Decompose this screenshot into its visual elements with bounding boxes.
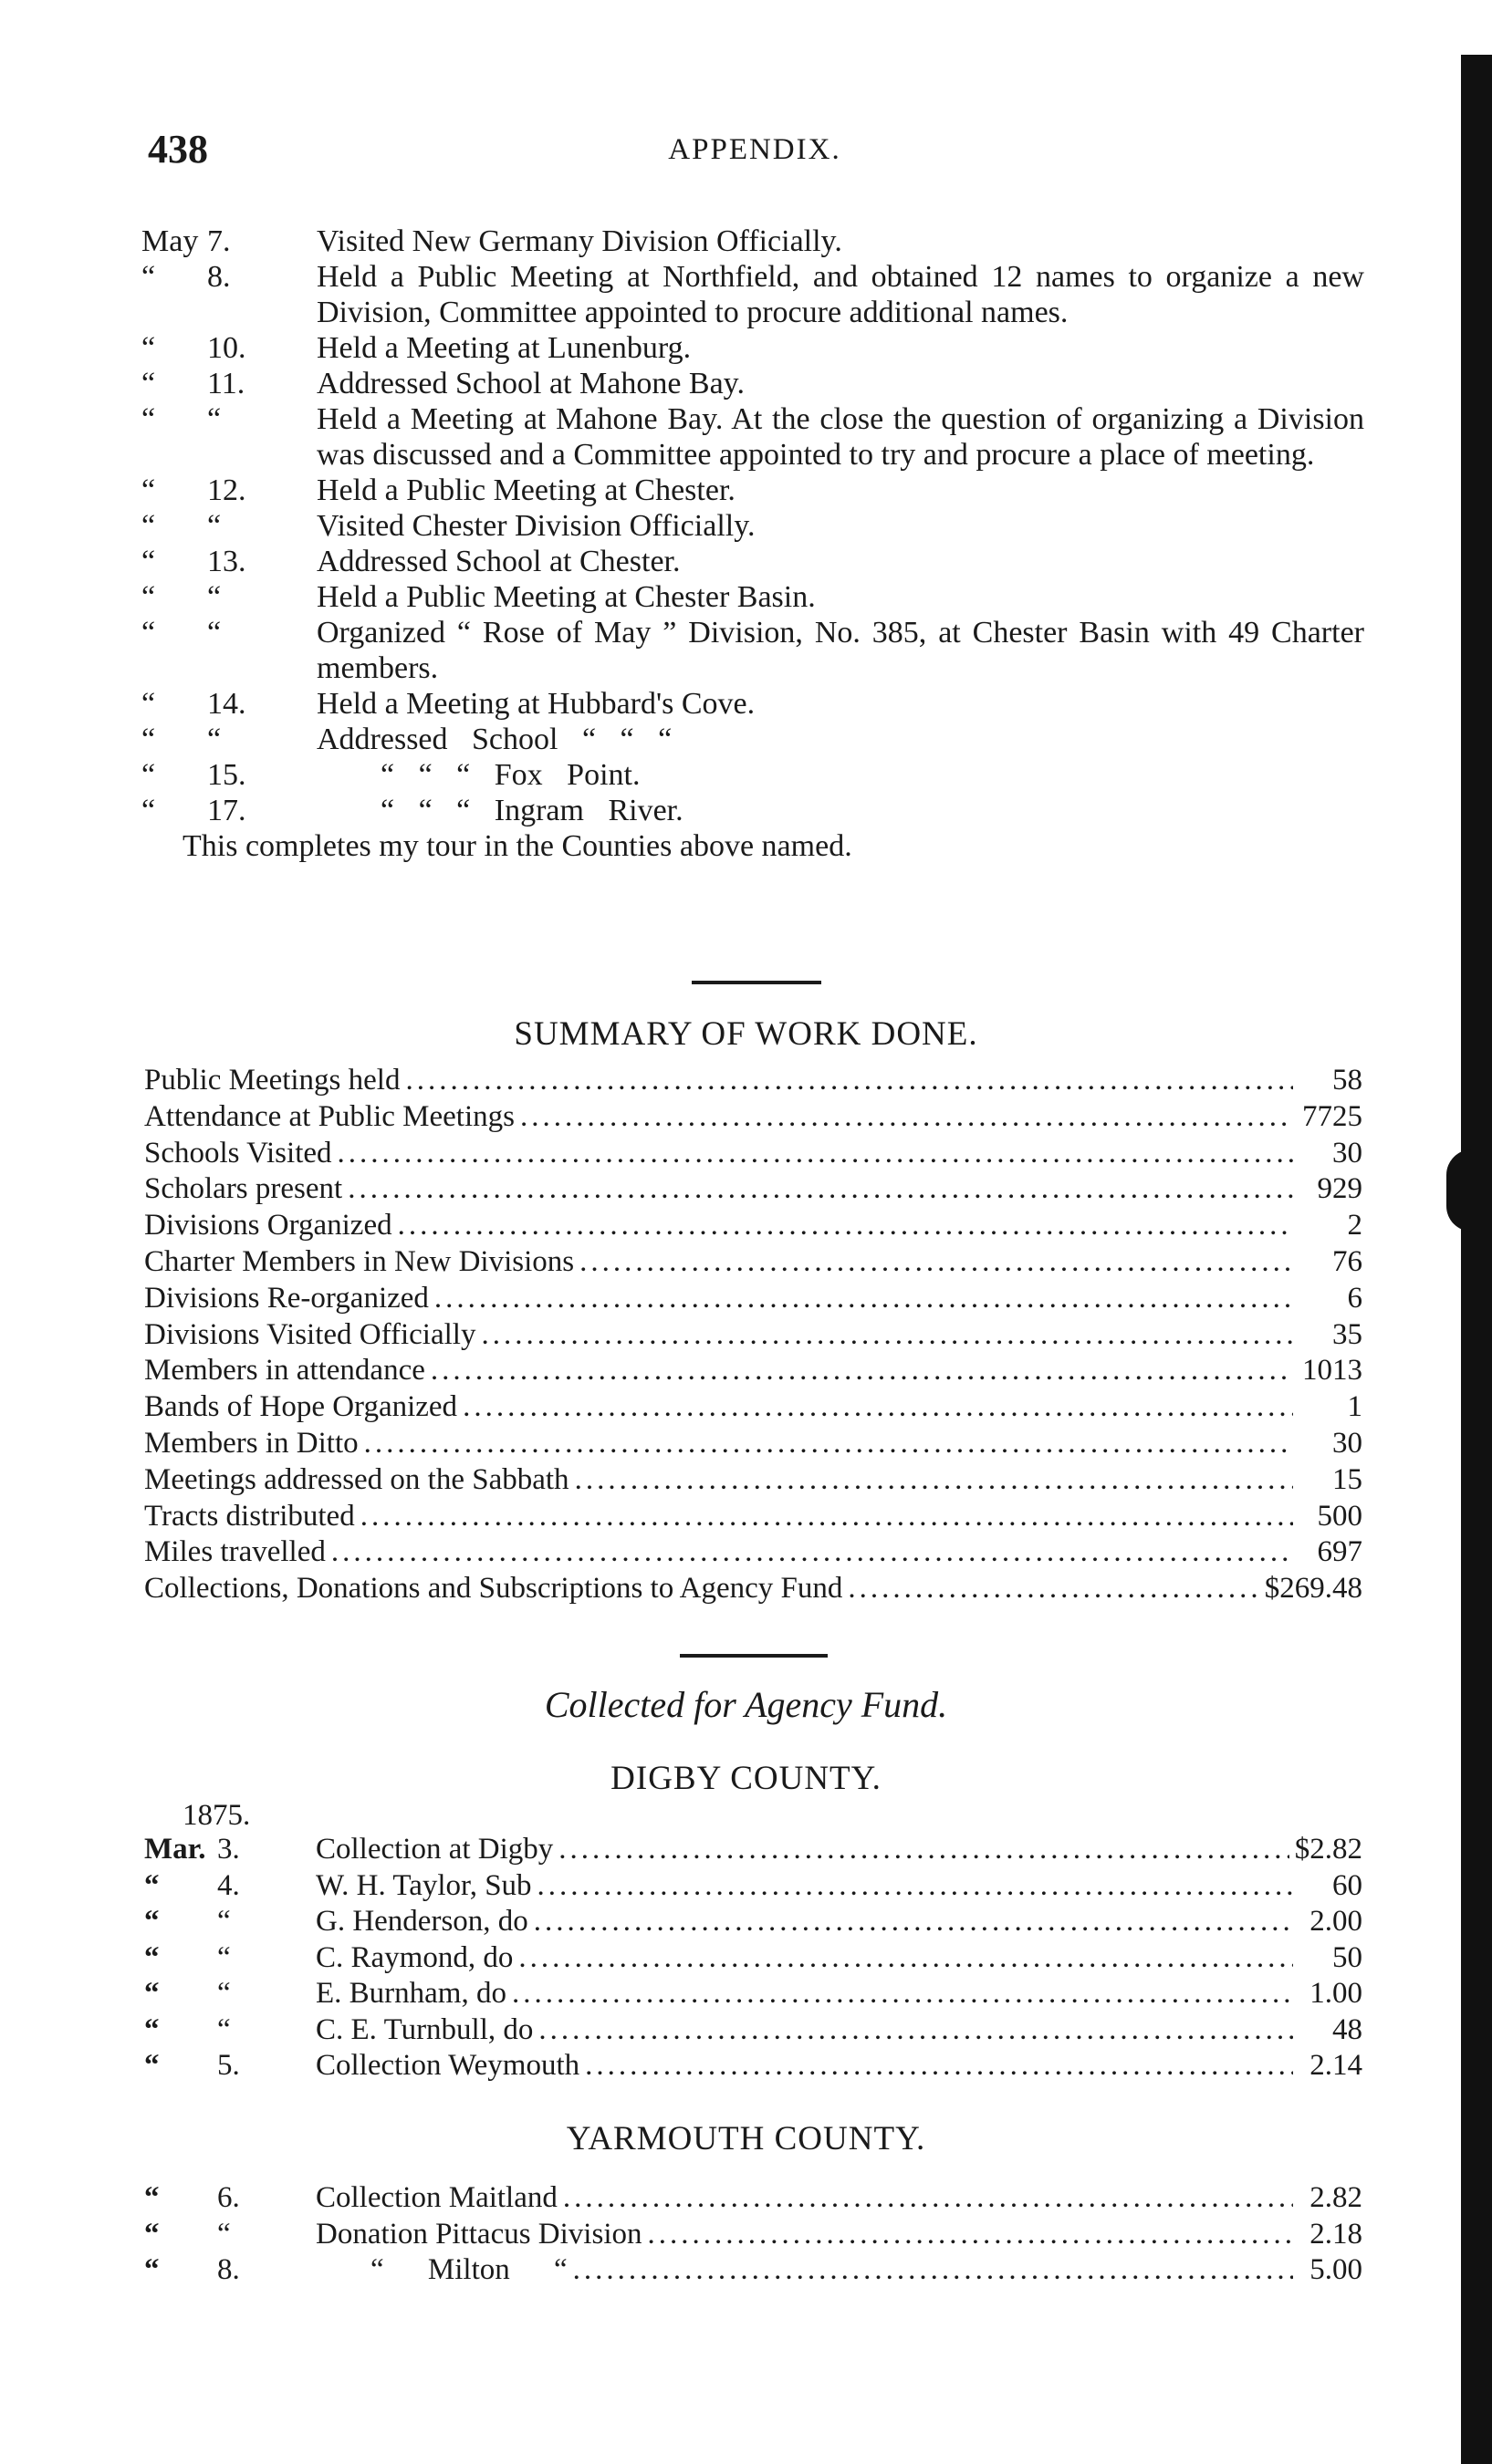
ledger-day: “ <box>217 2012 231 2046</box>
entry-month: “ <box>141 580 156 614</box>
summary-value: $269.48 <box>1264 1572 1362 1606</box>
dot-leader <box>537 1868 1293 1905</box>
ledger-row <box>144 1904 1362 1940</box>
ledger-row <box>144 2217 1362 2253</box>
closing-line <box>141 828 1364 864</box>
entry-month: May <box>141 224 199 258</box>
summary-label: Public Meetings held <box>144 1064 401 1097</box>
entry-day: 17. <box>207 794 246 827</box>
yarmouth-ledger <box>144 2180 1362 2289</box>
entry-day: “ <box>207 580 222 614</box>
entry-month: “ <box>141 473 156 507</box>
ledger-month: Mar. <box>144 1833 206 1866</box>
dot-leader <box>463 1389 1293 1426</box>
summary-value: 6 <box>1347 1281 1362 1315</box>
diary-entry <box>141 330 1364 366</box>
entry-month: “ <box>141 616 156 650</box>
summary-value: 30 <box>1332 1136 1362 1170</box>
diary-entry <box>141 615 1364 686</box>
summary-value: 2 <box>1347 1209 1362 1242</box>
summary-row <box>144 1063 1362 1099</box>
entry-text: Addressed School “ “ “ <box>317 723 673 756</box>
entry-text: Held a Meeting at Hubbard's Cove. <box>317 687 756 721</box>
entry-month: “ <box>141 723 156 756</box>
ledger-month: “ <box>144 1868 160 1902</box>
summary-label: Members in attendance <box>144 1354 425 1388</box>
summary-row <box>144 1136 1362 1172</box>
summary-label: Schools Visited <box>144 1136 332 1170</box>
diary-entry <box>141 366 1364 401</box>
ledger-day: 5. <box>217 2049 240 2082</box>
entry-day: “ <box>207 509 222 543</box>
ledger-row <box>144 2180 1362 2217</box>
entry-text: “ “ “ Fox Point. <box>381 758 641 792</box>
ledger-description: C. E. Turnbull, do <box>316 2012 534 2046</box>
running-head <box>148 126 1362 181</box>
summary-value: 697 <box>1317 1535 1362 1569</box>
summary-heading: SUMMARY OF WORK DONE. <box>514 1015 978 1053</box>
entry-day: 12. <box>207 473 246 507</box>
entry-day: 14. <box>207 687 246 721</box>
diary-entry <box>141 544 1364 579</box>
summary-row <box>144 1281 1362 1317</box>
ledger-row <box>144 1868 1362 1905</box>
diary-entries <box>141 224 1364 864</box>
dot-leader <box>648 2217 1294 2253</box>
diary-entry <box>141 508 1364 544</box>
section-divider <box>680 1654 828 1658</box>
agency-fund-heading: Collected for Agency Fund. <box>544 1684 948 1725</box>
dot-leader <box>481 1317 1293 1354</box>
diary-entry <box>141 686 1364 722</box>
summary-label: Attendance at Public Meetings <box>144 1099 515 1133</box>
dot-leader <box>338 1136 1293 1172</box>
entry-text: Held a Meeting at Mahone Bay. At the close the question of organizing a Division was discussed and a Committee appointed to try and procure a place of meeting. <box>317 402 1364 472</box>
summary-value: 1013 <box>1302 1354 1362 1388</box>
summary-label: Divisions Visited Officially <box>144 1317 476 1351</box>
running-title: APPENDIX. <box>668 133 841 166</box>
dot-leader <box>360 1499 1293 1535</box>
entry-text: Held a Public Meeting at Chester Basin. <box>317 580 816 614</box>
dot-leader <box>573 2252 1293 2289</box>
dot-leader <box>534 1904 1293 1940</box>
dot-leader <box>512 1976 1293 2012</box>
diary-entry <box>141 259 1364 330</box>
ledger-description: W. H. Taylor, Sub <box>316 1868 532 1902</box>
diary-entry <box>141 401 1364 473</box>
entry-month: “ <box>141 758 156 792</box>
summary-row <box>144 1571 1362 1607</box>
ledger-month: “ <box>144 1905 160 1938</box>
ledger-description: Collection at Digby <box>316 1833 554 1866</box>
ledger-day: “ <box>217 2217 231 2251</box>
entry-text: Visited Chester Division Officially. <box>317 509 756 543</box>
entry-month: “ <box>141 367 156 400</box>
ledger-description: Collection Maitland <box>316 2181 558 2214</box>
entry-month: “ <box>141 687 156 721</box>
dot-leader <box>405 1063 1293 1099</box>
dot-leader <box>518 1940 1293 1977</box>
summary-row <box>144 1534 1362 1571</box>
ledger-amount: 2.82 <box>1309 2181 1362 2214</box>
ledger-description: G. Henderson, do <box>316 1905 528 1938</box>
entry-day: “ <box>207 723 222 756</box>
ledger-month: “ <box>144 2253 160 2286</box>
summary-value: 35 <box>1332 1317 1362 1351</box>
ledger-amount: 5.00 <box>1309 2253 1362 2286</box>
ledger-day: 6. <box>217 2181 240 2214</box>
ledger-amount: 2.18 <box>1309 2217 1362 2251</box>
ledger-row <box>144 1832 1362 1868</box>
diary-entry <box>141 579 1364 615</box>
entry-day: 7. <box>207 224 231 258</box>
entry-day: “ <box>207 402 222 436</box>
summary-label: Divisions Organized <box>144 1209 392 1242</box>
entry-text: Addressed School at Chester. <box>317 545 681 578</box>
summary-row <box>144 1317 1362 1354</box>
summary-label: Collections, Donations and Subscriptions to Agency Fund <box>144 1572 843 1606</box>
ledger-month: “ <box>144 1977 160 2010</box>
digby-ledger <box>144 1832 1362 2085</box>
dot-leader <box>848 1571 1258 1607</box>
ledger-description: “ Milton “ <box>370 2253 568 2286</box>
ledger-month: “ <box>144 2217 160 2251</box>
diary-entry <box>141 793 1364 828</box>
diary-entry <box>141 224 1364 259</box>
summary-table <box>144 1063 1362 1607</box>
ledger-description: Collection Weymouth <box>316 2049 580 2082</box>
entry-text: Held a Public Meeting at Northfield, and obtained 12 names to organize a new Division, Committee appointed to procure additional names. <box>317 260 1364 329</box>
dot-leader <box>431 1353 1293 1389</box>
ledger-day: “ <box>217 1905 231 1938</box>
summary-row <box>144 1389 1362 1426</box>
entry-text: Held a Meeting at Lunenburg. <box>317 331 692 365</box>
dot-leader <box>579 1244 1293 1281</box>
ledger-amount: $2.82 <box>1294 1833 1362 1866</box>
book-spine-shadow <box>1461 55 1492 2464</box>
entry-text: Organized “ Rose of May ” Division, No. 385, at Chester Basin with 49 Charter members. <box>317 616 1364 685</box>
ledger-month: “ <box>144 2012 160 2046</box>
ledger-day: “ <box>217 1977 231 2010</box>
summary-value: 76 <box>1332 1244 1362 1278</box>
entry-text: Held a Public Meeting at Chester. <box>317 473 736 507</box>
digby-county-heading: DIGBY COUNTY. <box>610 1760 882 1797</box>
dot-leader <box>348 1171 1293 1208</box>
entry-day: 10. <box>207 331 246 365</box>
entry-day: 13. <box>207 545 246 578</box>
ledger-description: E. Burnham, do <box>316 1977 506 2010</box>
ledger-year: 1875. <box>183 1799 251 1832</box>
dot-leader <box>585 2048 1293 2085</box>
ledger-amount: 1.00 <box>1309 1977 1362 2010</box>
summary-label: Bands of Hope Organized <box>144 1390 458 1424</box>
dot-leader <box>558 1832 1289 1868</box>
ledger-day: “ <box>217 1940 231 1974</box>
entry-text: “ “ “ Ingram River. <box>381 794 683 827</box>
dot-leader <box>364 1426 1293 1462</box>
summary-value: 500 <box>1317 1499 1362 1533</box>
ledger-month: “ <box>144 1940 160 1974</box>
book-spine-notch <box>1446 1149 1472 1232</box>
ledger-amount: 60 <box>1332 1868 1362 1902</box>
ledger-row <box>144 2252 1362 2289</box>
section-divider <box>692 981 821 984</box>
dot-leader <box>538 2012 1293 2049</box>
summary-label: Miles travelled <box>144 1535 326 1569</box>
entry-month: “ <box>141 509 156 543</box>
entry-text: Visited New Germany Division Officially. <box>317 224 842 258</box>
dot-leader <box>575 1462 1293 1499</box>
ledger-description: C. Raymond, do <box>316 1940 514 1974</box>
summary-row <box>144 1208 1362 1244</box>
summary-label: Divisions Re-organized <box>144 1281 429 1315</box>
summary-value: 58 <box>1332 1064 1362 1097</box>
diary-entry <box>141 473 1364 508</box>
summary-value: 7725 <box>1302 1099 1362 1133</box>
summary-label: Tracts distributed <box>144 1499 355 1533</box>
entry-day: 8. <box>207 260 231 294</box>
summary-value: 929 <box>1317 1172 1362 1206</box>
summary-value: 1 <box>1347 1390 1362 1424</box>
entry-month: “ <box>141 545 156 578</box>
ledger-row <box>144 1976 1362 2012</box>
ledger-amount: 48 <box>1332 2012 1362 2046</box>
entry-text: Addressed School at Mahone Bay. <box>317 367 745 400</box>
ledger-day: 4. <box>217 1868 240 1902</box>
summary-row <box>144 1499 1362 1535</box>
summary-label: Members in Ditto <box>144 1426 359 1460</box>
ledger-row <box>144 1940 1362 1977</box>
dot-leader <box>331 1534 1293 1571</box>
closing-text: This completes my tour in the Counties above named. <box>183 829 852 863</box>
diary-entry <box>141 757 1364 793</box>
ledger-row <box>144 2048 1362 2085</box>
dot-leader <box>520 1099 1293 1136</box>
summary-row <box>144 1171 1362 1208</box>
ledger-amount: 50 <box>1332 1940 1362 1974</box>
ledger-amount: 2.14 <box>1309 2049 1362 2082</box>
dot-leader <box>398 1208 1293 1244</box>
summary-label: Meetings addressed on the Sabbath <box>144 1462 569 1496</box>
summary-value: 15 <box>1332 1462 1362 1496</box>
summary-row <box>144 1426 1362 1462</box>
summary-value: 30 <box>1332 1426 1362 1460</box>
ledger-description: Donation Pittacus Division <box>316 2217 642 2251</box>
summary-row <box>144 1353 1362 1389</box>
ledger-day: 8. <box>217 2253 240 2286</box>
summary-row <box>144 1244 1362 1281</box>
ledger-amount: 2.00 <box>1309 1905 1362 1938</box>
diary-entry <box>141 722 1364 757</box>
ledger-month: “ <box>144 2049 160 2082</box>
page-number: 438 <box>148 127 208 172</box>
dot-leader <box>434 1281 1293 1317</box>
entry-day: “ <box>207 616 222 650</box>
entry-day: 15. <box>207 758 246 792</box>
entry-month: “ <box>141 402 156 436</box>
entry-month: “ <box>141 794 156 827</box>
ledger-row <box>144 2012 1362 2049</box>
summary-row <box>144 1099 1362 1136</box>
entry-month: “ <box>141 260 156 294</box>
ledger-day: 3. <box>217 1833 240 1866</box>
summary-row <box>144 1462 1362 1499</box>
entry-day: 11. <box>207 367 245 400</box>
entry-month: “ <box>141 331 156 365</box>
summary-label: Charter Members in New Divisions <box>144 1244 575 1278</box>
summary-label: Scholars present <box>144 1172 343 1206</box>
yarmouth-county-heading: YARMOUTH COUNTY. <box>566 2120 926 2157</box>
ledger-month: “ <box>144 2181 160 2214</box>
dot-leader <box>563 2180 1293 2217</box>
